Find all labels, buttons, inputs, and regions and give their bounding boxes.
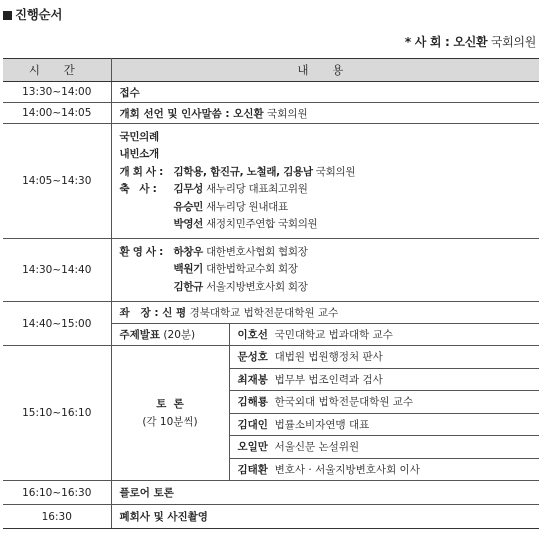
panelist-cell xyxy=(229,368,539,391)
panelist-cell xyxy=(229,413,539,436)
row-time: 16:30 xyxy=(3,505,111,529)
panelist-name: 최재봉 xyxy=(237,373,268,386)
table-row xyxy=(3,82,539,103)
row-content xyxy=(111,103,539,124)
presenter-role: 국민대학교 법과대학 교수 xyxy=(274,329,393,341)
panelist-role: 대법원 법원행정처 판사 xyxy=(274,351,383,364)
welcome-name-3: 김한규 xyxy=(173,280,204,293)
panelist-role: 서울신문 논설위원 xyxy=(274,441,360,454)
moderator-line xyxy=(405,33,536,50)
moderator-role: 국회의원 xyxy=(490,35,536,49)
congrats-name-1: 김무성 xyxy=(173,183,204,195)
row-content xyxy=(111,124,539,239)
table-row xyxy=(3,481,539,505)
table-row xyxy=(3,103,539,124)
program-table xyxy=(3,58,539,529)
table-row xyxy=(3,302,539,324)
welcome-role-1: 대한변호사협회 협회장 xyxy=(206,245,308,258)
chair-label: 좌 장 : 신 평 xyxy=(119,307,187,319)
congrats-role-1: 새누리당 대표최고위원 xyxy=(206,183,308,195)
table-row xyxy=(3,346,539,369)
discussion-duration: (각 10분씩) xyxy=(142,416,198,428)
moderator-label: * 사 회 : xyxy=(404,35,454,49)
row-content-text: 접수 xyxy=(119,86,140,99)
table-row xyxy=(3,239,539,302)
row-time: 16:10~16:30 xyxy=(3,481,111,505)
panelist-name: 오일만 xyxy=(237,441,268,454)
panelist-cell xyxy=(229,436,539,459)
panelist-cell xyxy=(229,346,539,369)
floor-discussion: 플로어 토론 xyxy=(119,487,174,499)
closing: 폐회사 및 사진촬영 xyxy=(119,511,208,523)
national-ceremony: 국민의례 xyxy=(119,130,159,143)
discussion-label: 토 론 xyxy=(156,398,184,410)
column-header-content: 내 용 xyxy=(111,59,539,82)
row-time: 15:10~16:10 xyxy=(3,346,111,481)
welcome-role-3: 서울지방변호사회 회장 xyxy=(206,280,308,293)
opening-speech-label: 개 회 사 : xyxy=(119,165,163,178)
panelist-name: 김대인 xyxy=(237,418,268,431)
welcome-role-2: 대한법학교수회 회장 xyxy=(206,263,298,276)
opening-speech-names: 김학용, 함진규, 노철래, 김용남 xyxy=(173,165,313,178)
section-title-text: 진행순서 xyxy=(15,7,63,22)
congrats-label: 축 사 : xyxy=(119,183,160,195)
presenter-cell xyxy=(229,324,539,346)
panelist-name: 문성호 xyxy=(237,351,268,364)
panelist-name: 김해룡 xyxy=(237,396,268,409)
row-time: 14:00~14:05 xyxy=(3,103,111,124)
row-content xyxy=(111,239,539,302)
congrats-name-2: 유승민 xyxy=(173,200,204,213)
row-time: 14:30~14:40 xyxy=(3,239,111,302)
row-content xyxy=(111,505,539,529)
row-time: 14:05~14:30 xyxy=(3,124,111,239)
welcome-name-2: 백원기 xyxy=(173,263,204,276)
panelist-cell xyxy=(229,391,539,414)
row-content xyxy=(111,481,539,505)
panelist-name: 김태환 xyxy=(237,463,268,476)
table-header xyxy=(3,59,539,82)
row-content xyxy=(111,82,539,103)
section-title xyxy=(3,5,62,23)
congrats-name-3: 박영선 xyxy=(173,218,204,230)
table-row xyxy=(3,505,539,529)
welcome-name-1: 하창우 xyxy=(173,245,204,258)
table-row xyxy=(3,124,539,239)
opening-speech-role: 국회의원 xyxy=(315,165,356,178)
chair-role: 경북대학교 법학전문대학원 교수 xyxy=(189,307,339,319)
presentation-duration: (20분) xyxy=(163,329,196,341)
square-bullet-icon xyxy=(3,11,12,20)
row-content xyxy=(111,302,539,324)
congrats-role-3: 새정치민주연합 국회의원 xyxy=(206,218,318,230)
panelist-cell xyxy=(229,458,539,481)
discussion-cell xyxy=(111,346,229,481)
row-time: 14:40~15:00 xyxy=(3,302,111,346)
row-time: 13:30~14:00 xyxy=(3,82,111,103)
welcome-label: 환 영 사 : xyxy=(119,245,163,258)
opening-label: 개회 선언 및 인사말씀 : 오신환 xyxy=(119,107,264,120)
congrats-role-2: 새누리당 원내대표 xyxy=(206,200,288,213)
moderator-name: 오신환 xyxy=(453,35,488,49)
guest-intro: 내빈소개 xyxy=(119,148,159,160)
panelist-role: 한국외대 법학전문대학원 교수 xyxy=(274,396,414,409)
presenter-name: 이호선 xyxy=(237,329,268,341)
opening-role: 국회의원 xyxy=(267,107,308,120)
panelist-role: 법무부 법조인력과 검사 xyxy=(274,373,383,386)
presentation-label: 주제발표 xyxy=(119,329,161,341)
panelist-role: 변호사 · 서울지방변호사회 이사 xyxy=(274,463,420,476)
panelist-role: 법률소비자연맹 대표 xyxy=(274,418,370,431)
presentation-cell xyxy=(111,324,229,346)
column-header-time: 시 간 xyxy=(3,59,111,82)
